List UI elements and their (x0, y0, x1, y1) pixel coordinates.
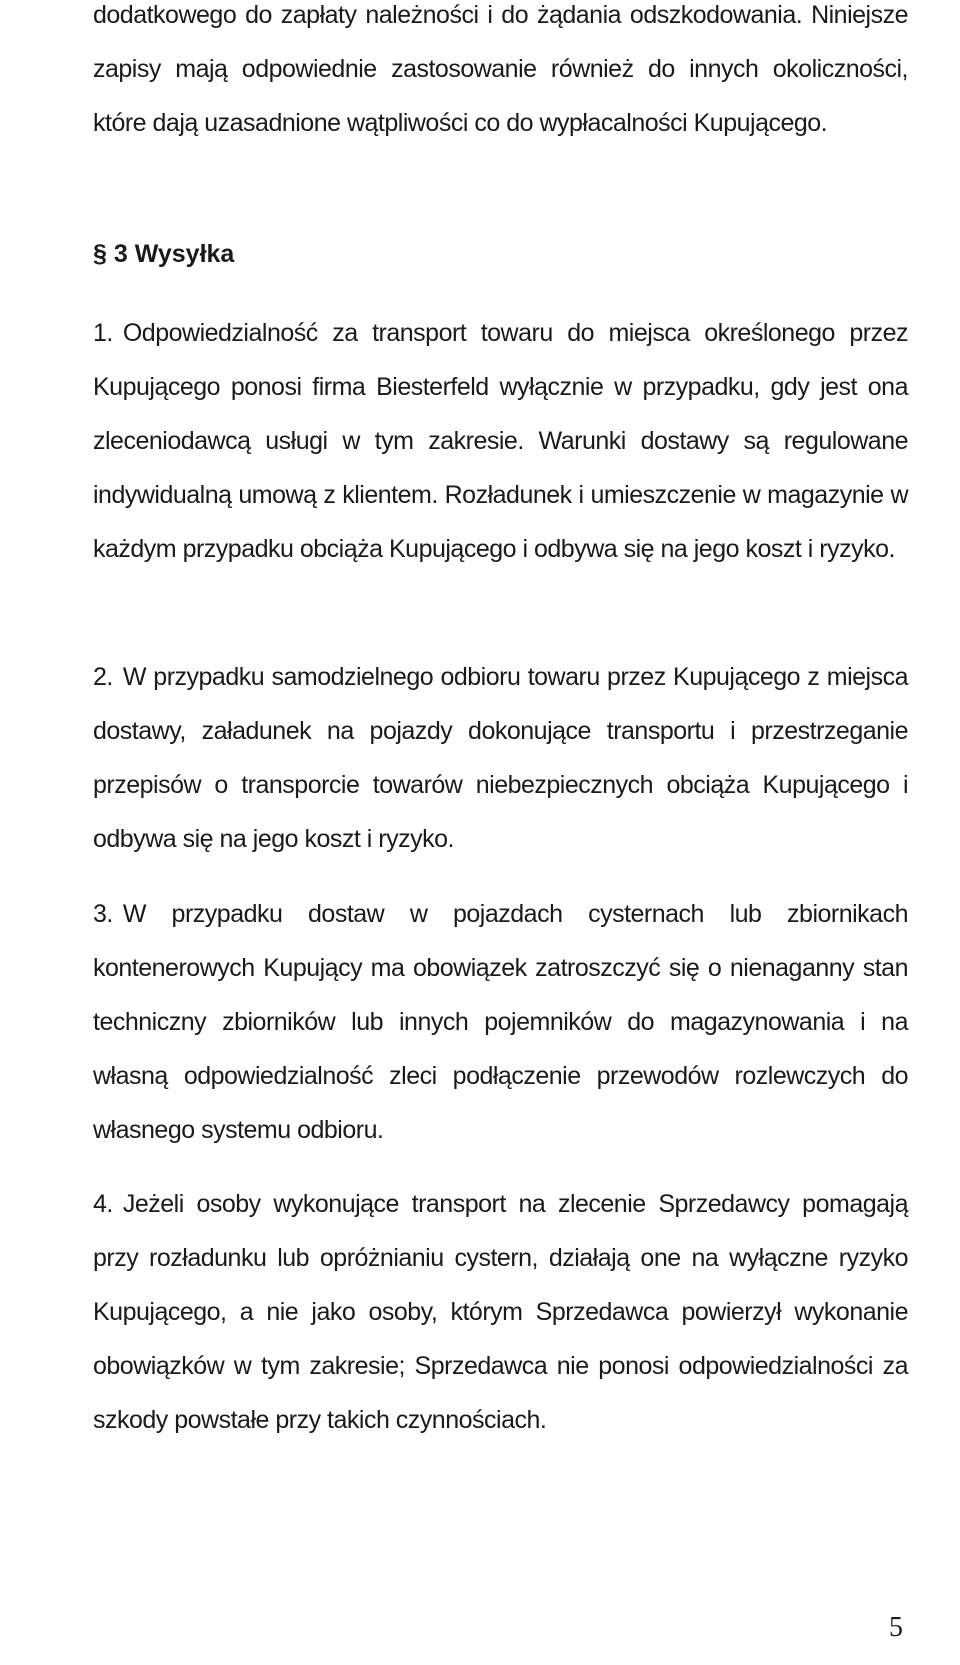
page-number: 5 (889, 1612, 903, 1643)
list-item-number: 1. (93, 319, 113, 347)
list-item-text: W przypadku samodzielnego odbioru towaru przez Kupującego z miejsca dostawy, załadunek na pojazdy dokonujące transportu i przestrzeganie przepisów o transporcie towarów niebezpiecznych obciąża Kupującego i odbywa się na jego koszt i ryzyko. (93, 663, 908, 853)
list-item-1 (93, 306, 908, 576)
list-item-4 (93, 1177, 908, 1447)
list-item-3 (93, 887, 908, 1157)
list-item-text: Odpowiedzialność za transport towaru do miejsca określonego przez Kupującego ponosi firma Biesterfeld wyłącznie w przypadku, gdy jest ona zleceniodawcą usługi w tym zakresie. Warunki dostawy są regulowane indywidualną umową z klientem. Rozładunek i umieszczenie w magazynie w każdym przypadku obciąża Kupującego i odbywa się na jego koszt i ryzyko. (93, 319, 908, 563)
section-title: 3 Wysyłka (113, 240, 235, 268)
section-heading (93, 239, 234, 269)
list-item-2 (93, 650, 908, 866)
list-item-text: W przypadku dostaw w pojazdach cysternach lub zbiornikach kontenerowych Kupujący ma obowiązek zatroszczyć się o nienaganny stan techniczny zbiorników lub innych pojemników do magazynowania i na własną odpowiedzialność zleci podłączenie przewodów rozlewczych do własnego systemu odbioru. (93, 900, 908, 1144)
list-item-number: 3. (93, 900, 113, 928)
list-item-number: 2. (93, 663, 113, 691)
list-item-text: Jeżeli osoby wykonujące transport na zlecenie Sprzedawcy pomagają przy rozładunku lub opróżnianiu cystern, działają one na wyłączne ryzyko Kupującego, a nie jako osoby, którym Sprzedawca powierzył wykonanie obowiązków w tym zakresie; Sprzedawca nie ponosi odpowiedzialności za szkody powstałe przy takich czynnościach. (93, 1190, 908, 1434)
list-item-number: 4. (93, 1190, 113, 1218)
intro-paragraph: dodatkowego do zapłaty należności i do żądania odszkodowania. Niniejsze zapisy mają odpowiednie zastosowanie również do innych okoliczności, które dają uzasadnione wątpliwości co do wypłacalności Kupującego. (93, 1, 908, 137)
section-symbol: § (93, 240, 107, 268)
